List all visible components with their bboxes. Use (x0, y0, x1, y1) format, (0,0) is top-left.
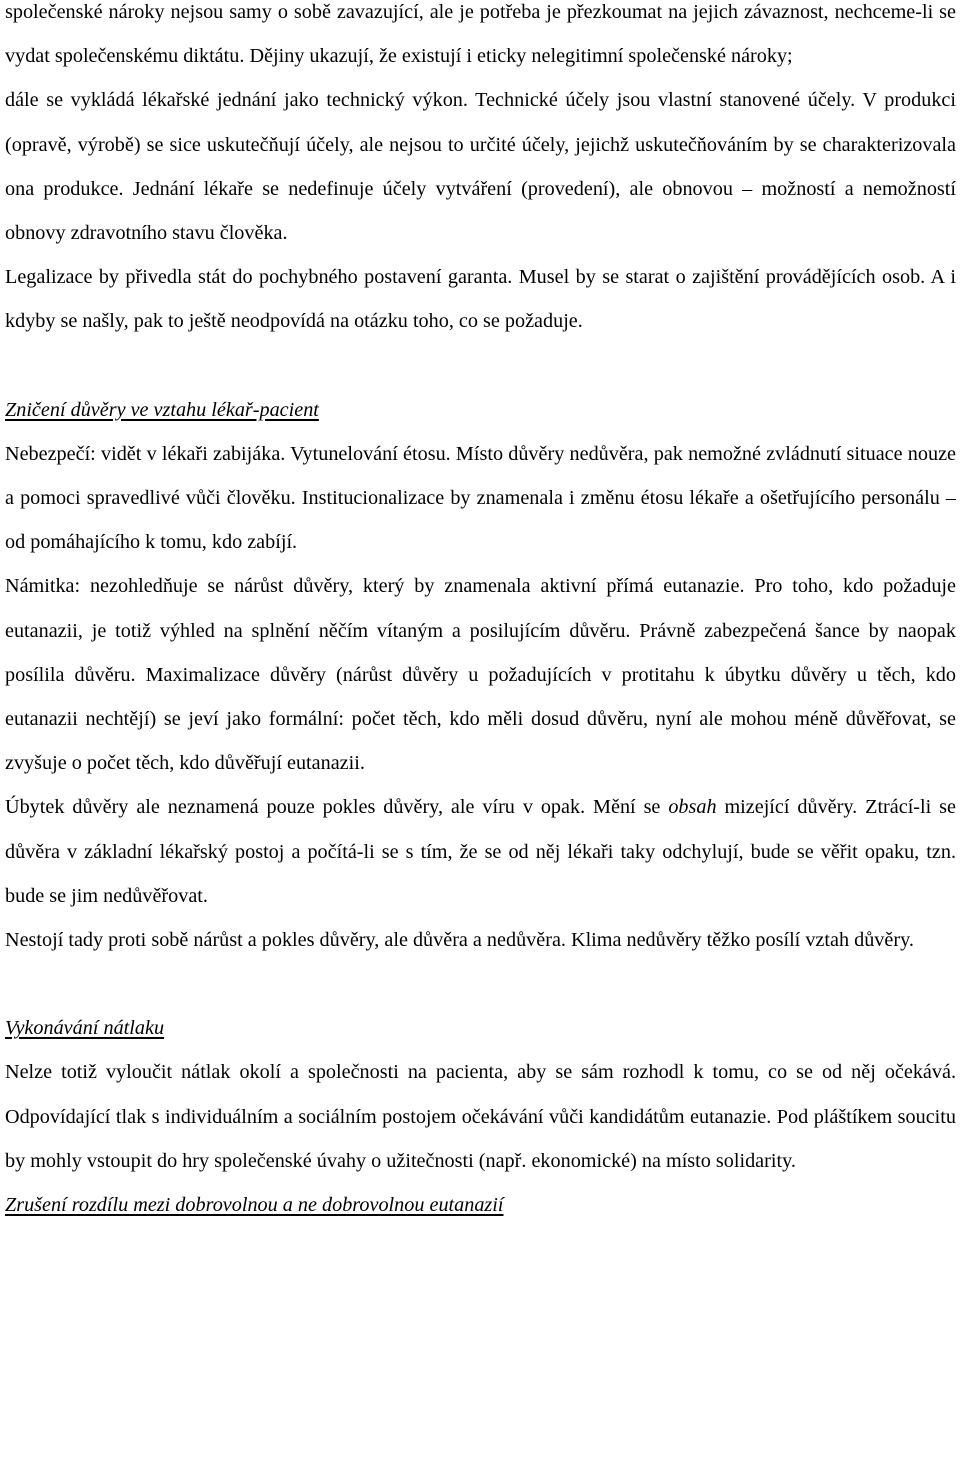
section-heading: Zrušení rozdílu mezi dobrovolnou a ne dobrovolnou eutanazií (5, 1194, 504, 1217)
section-heading: Vykonávání nátlaku (5, 1017, 165, 1040)
paragraph (5, 785, 956, 918)
paragraph: Nelze totiž vyloučit nátlak okolí a společnosti na pacienta, aby se sám rozhodl k tomu, co se od něj očekává. Odpovídající tlak s individuálním a sociálním postojem očekávání vůči kandidátům eutanazie. Pod pláštíkem soucitu by mohly vstoupit do hry společenské úvahy o užitečnosti (např. ekonomické) na místo solidarity. (5, 1061, 956, 1172)
emphasis: obsah (668, 796, 717, 819)
paragraph: Nestojí tady proti sobě nárůst a pokles důvěry, ale důvěra a nedůvěra. Klima nedůvěry těžko posílí vztah důvěry. (5, 929, 914, 952)
paragraph: společenské nároky nejsou samy o sobě zavazující, ale je potřeba je přezkoumat na jejich závaznost, nechceme-li se vydat společenskému diktátu. Dějiny ukazují, že existují i eticky nelegitimní společenské nároky; (5, 1, 956, 68)
paragraph: Námitka: nezohledňuje se nárůst důvěry, který by znamenala aktivní přímá eutanazie. Pro toho, kdo požaduje eutanazii, je totiž výhled na splnění něčím vítaným a posilujícím důvěru. Právně zabezpečená šance by naopak posílila důvěru. Maximalizace důvěry (nárůst důvěry u požadujících v protitahu k úbytku důvěry u těch, kdo eutanazii nechtějí) se jeví jako formální: počet těch, kdo měli dosud důvěru, nyní ale mohou méně důvěřovat, se zvyšuje o počet těch, kdo důvěřují eutanazii. (5, 575, 956, 775)
paragraph: Legalizace by přivedla stát do pochybného postavení garanta. Musel by se starat o zajištění provádějících osob. A i kdyby se našly, pak to ještě neodpovídá na otázku toho, co se požaduje. (5, 266, 956, 333)
spacer (5, 344, 956, 388)
section-heading: Zničení důvěry ve vztahu lékař-pacient (5, 398, 319, 421)
text-run: mizející důvěry. Ztrácí-li se důvěra v základní lékařský postoj a počítá-li se s tím, že se od něj lékaři taky odchylují, bude se věřit opaku, tzn. bude se jim nedůvěřovat. (5, 796, 956, 907)
paragraph: dále se vykládá lékařské jednání jako technický výkon. Technické účely jsou vlastní stanovené účely. V produkci (opravě, výrobě) se sice uskutečňují účely, ale nejsou to určité účely, jejichž uskutečňováním by se charakterizovala ona produkce. Jednání lékaře se nedefinuje účely vytváření (provedení), ale obnovou – možností a nemožností obnovy zdravotního stavu člověka. (5, 89, 956, 245)
text-run: Úbytek důvěry ale neznamená pouze pokles důvěry, ale víru v opak. Mění se (5, 796, 669, 819)
paragraph: Nebezpečí: vidět v lékaři zabijáka. Vytunelování étosu. Místo důvěry nedůvěra, pak nemožné zvládnutí situace nouze a pomoci spravedlivé vůči člověku. Institucionalizace by znamenala i změnu étosu lékaře a ošetřujícího personálu – od pomáhajícího k tomu, kdo zabíjí. (5, 442, 956, 554)
spacer (5, 962, 956, 1006)
